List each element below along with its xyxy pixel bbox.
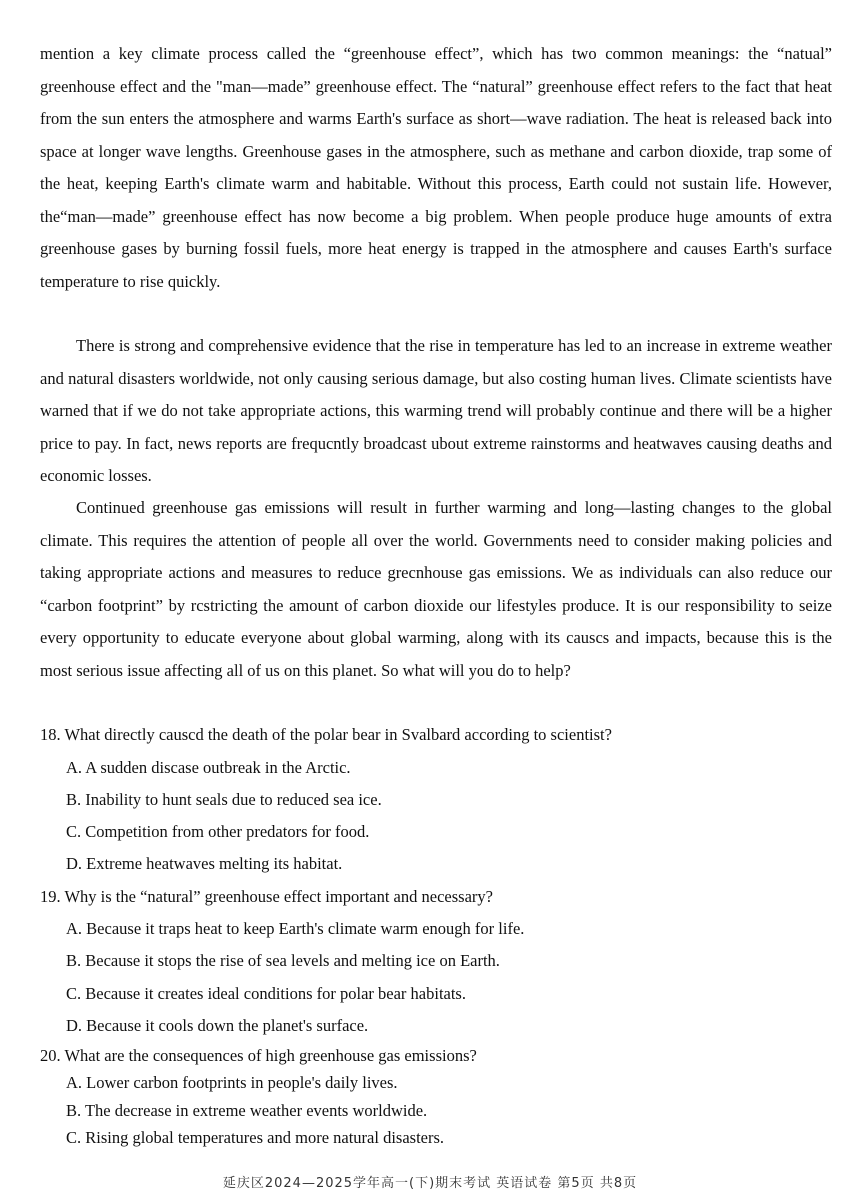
question-19-stem: 19. Why is the “natural” greenhouse effect important and necessary? <box>40 887 493 906</box>
question-18-option-c: C. Competition from other predators for food. <box>66 822 370 841</box>
passage-paragraph-3: Continued greenhouse gas emissions will result in further warming and long—lasting changes to the global climate. This requires the attention of people all over the world. Governments need to consider making policies and taking appropriate actions and measures to reduce grecnhouse gas emissions. We as individuals can also reduce our “carbon footprint” by rcstricting the amount of carbon dioxide our lifestyles produce. It is our responsibility to seize every opportunity to educate everyone about global warming, along with its causcs and impacts, because this is the most serious issue affecting all of us on this planet. So what will you do to help? <box>40 498 832 680</box>
question-18-option-b: B. Inability to hunt seals due to reduced sea ice. <box>66 790 382 809</box>
question-20-stem: 20. What are the consequences of high greenhouse gas emissions? <box>40 1046 477 1065</box>
question-19-option-d: D. Because it cools down the planet's surface. <box>66 1016 369 1035</box>
question-18-option-a: A. A sudden discase outbreak in the Arctic. <box>66 758 351 777</box>
page-footer: 延庆区2024—2025学年高一(下)期末考试 英语试卷 第5页 共8页 <box>222 1176 638 1191</box>
question-19-option-c: C. Because it creates ideal conditions for polar bear habitats. <box>66 984 466 1003</box>
passage-paragraph-2: There is strong and comprehensive evidence that the rise in temperature has led to an increase in extreme weather and natural disasters worldwide, not only causing serious damage, but also costing human lives. Climate scientists have warned that if we do not take appropriate actions, this warming trend will probably continue and there will be a higher price to pay. In fact, news reports are frequcntly broadcast ubout extreme rainstorms and heatwaves causing deaths and economic losses. <box>40 336 832 485</box>
question-20-option-c: C. Rising global temperatures and more natural disasters. <box>66 1128 445 1147</box>
question-19-option-b: B. Because it stops the rise of sea levels and melting ice on Earth. <box>66 951 500 970</box>
passage-paragraph-1: mention a key climate process called the “greenhouse effect”, which has two common meanings: the “natual” greenhouse effect and the "man—made” greenhouse effect. The “natural” greenhouse effect refers to the fact that heat from the sun enters the atmosphere and warms Earth's surface as short—wave radiation. The heat is released back into space at longer wave lengths. Greenhouse gases in the atmosphere, such as methane and carbon dioxide, trap some of the heat, keeping Earth's climate warm and habitable. Without this process, Earth could not sustain life. However, the“man—made” greenhouse effect has now become a big problem. When people produce huge amounts of extra greenhouse gases by burning fossil fuels, more heat energy is trapped in the atmosphere and causes Earth's surface temperature to rise quickly. <box>40 44 832 291</box>
question-18-option-d: D. Extreme heatwaves melting its habitat. <box>66 854 343 873</box>
question-20-option-b: B. The decrease in extreme weather events worldwide. <box>66 1101 428 1120</box>
question-18-stem: 18. What directly causcd the death of the polar bear in Svalbard according to scientist? <box>40 725 612 744</box>
question-20-option-a: A. Lower carbon footprints in people's daily lives. <box>66 1073 398 1092</box>
question-19-option-a: A. Because it traps heat to keep Earth's climate warm enough for life. <box>66 919 525 938</box>
